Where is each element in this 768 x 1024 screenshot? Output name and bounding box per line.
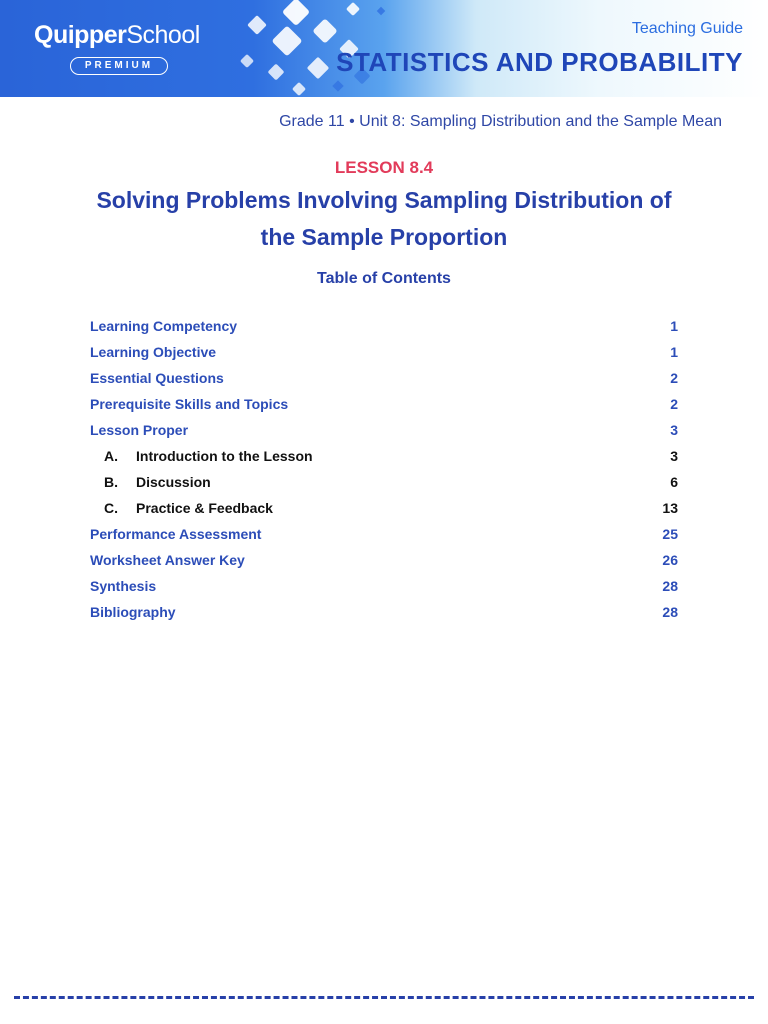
toc-subentry-label: Discussion <box>136 474 211 490</box>
subject-title: STATISTICS AND PROBABILITY <box>336 47 743 77</box>
toc-entry-label: Learning Objective <box>90 344 217 360</box>
footer-divider <box>14 996 754 999</box>
toc-entry-page: 28 <box>662 578 678 594</box>
toc-subentry[interactable] <box>90 498 678 524</box>
brand-school: School <box>126 21 200 49</box>
toc-entry-page: 28 <box>662 604 678 620</box>
breadcrumb-separator: • <box>349 113 355 130</box>
toc-entry-page: 2 <box>670 370 678 386</box>
toc-subentry-page: 6 <box>670 474 678 490</box>
toc-entry[interactable] <box>90 550 678 576</box>
toc-entry[interactable] <box>90 602 678 628</box>
toc-entry[interactable] <box>90 420 678 446</box>
page-header <box>0 0 768 97</box>
toc-entry[interactable] <box>90 316 678 342</box>
toc-subentry-page: 3 <box>670 448 678 464</box>
toc-entry-label: Essential Questions <box>90 370 224 386</box>
toc-subentry-label: Practice & Feedback <box>136 500 273 516</box>
toc-entry-page: 2 <box>670 396 678 412</box>
premium-badge: PREMIUM <box>70 57 168 75</box>
toc-entry-label: Bibliography <box>90 604 176 620</box>
teaching-guide-label: Teaching Guide <box>631 20 743 37</box>
toc-title: Table of Contents <box>317 270 451 287</box>
brand-main: Quipper <box>34 21 127 49</box>
toc-subentry-letter: B. <box>104 474 118 490</box>
toc-entry-page: 26 <box>662 552 678 568</box>
toc-subentry-label: Introduction to the Lesson <box>136 448 313 464</box>
unit-label: Unit 8: Sampling Distribution and the Sample Mean <box>359 113 722 130</box>
toc-entry-page: 1 <box>670 344 678 360</box>
toc-subentry-page: 13 <box>662 500 678 516</box>
toc-entry-label: Prerequisite Skills and Topics <box>90 396 289 412</box>
toc-entry-label: Performance Assessment <box>90 526 262 542</box>
toc-entry[interactable] <box>90 342 678 368</box>
toc-subentry-letter: C. <box>104 500 118 516</box>
toc-entry-label: Learning Competency <box>90 318 238 334</box>
toc-entry-page: 1 <box>670 318 678 334</box>
toc-entry-page: 3 <box>670 422 678 438</box>
toc-subentry[interactable] <box>90 472 678 498</box>
toc-entry[interactable] <box>90 524 678 550</box>
lesson-title: Solving Problems Involving Sampling Distribution of the Sample Proportion <box>96 187 672 250</box>
toc-entry[interactable] <box>90 394 678 420</box>
toc-entry[interactable] <box>90 368 678 394</box>
toc-entry[interactable] <box>90 576 678 602</box>
grade-label: Grade 11 <box>279 113 345 130</box>
lesson-number: LESSON 8.4 <box>334 158 434 177</box>
toc-entry-label: Worksheet Answer Key <box>90 552 245 568</box>
brand-logo <box>34 20 200 50</box>
table-of-contents <box>90 316 678 628</box>
toc-subentry-letter: A. <box>104 448 118 464</box>
toc-entry-label: Synthesis <box>90 578 157 594</box>
breadcrumb <box>279 113 722 131</box>
toc-entry-page: 25 <box>662 526 678 542</box>
toc-subentry[interactable] <box>90 446 678 472</box>
toc-entry-label: Lesson Proper <box>90 422 189 438</box>
